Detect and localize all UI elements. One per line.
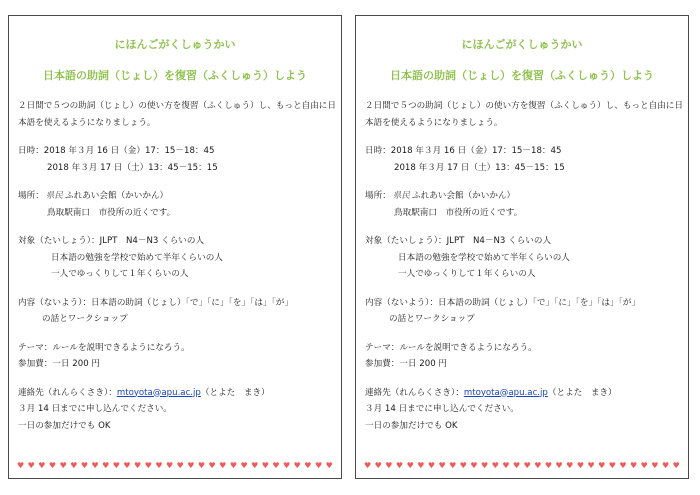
- heart-icon: ♥: [619, 461, 627, 470]
- flyer-body: [18, 98, 335, 434]
- heart-icon: ♥: [523, 461, 531, 470]
- place-handwritten: 県民: [392, 191, 410, 201]
- fee-line: 参加費：一日 200 円: [365, 359, 448, 369]
- flyer-title-line1: にほんごがくしゅうかい: [461, 38, 583, 51]
- heart-icon: ♥: [134, 461, 142, 470]
- heart-icon: ♥: [240, 461, 248, 470]
- place-line: [365, 188, 682, 205]
- heart-icon: ♥: [27, 461, 35, 470]
- heart-icon: ♥: [459, 461, 467, 470]
- theme-line: テーマ：ルールを説明できるようになろう。: [18, 342, 190, 353]
- place-handwritten: 県民: [45, 191, 63, 201]
- content-line-2: の話とワークショップ: [389, 314, 475, 324]
- intro-line-2: 本語を使えるようになりましょう。: [18, 117, 156, 128]
- flyer-title-line2: 日本語の助詞（じょし）を復習（ふくしゅう）しよう: [390, 69, 654, 82]
- heart-icon: ♥: [417, 461, 425, 470]
- heart-border: [17, 462, 333, 470]
- heart-icon: ♥: [17, 461, 25, 470]
- place-name: ふれあい会館（かいかん）: [412, 191, 516, 201]
- heart-icon: ♥: [123, 461, 131, 470]
- contact-email-link[interactable]: mtoyota@apu.ac.jp: [116, 387, 201, 398]
- heart-icon: ♥: [395, 461, 404, 470]
- intro-line-1: ２日間で５つの助詞（じょし）の使い方を復習（ふくしゅう）し、もっと自由に日: [365, 101, 683, 111]
- heart-icon: ♥: [640, 461, 648, 470]
- heart-icon: ♥: [325, 461, 333, 470]
- place-label: 場所：: [18, 191, 44, 201]
- deadline-line: ３月 14 日までに申し込んでください。: [18, 404, 172, 414]
- contact-name: （とよた まき）: [200, 387, 270, 398]
- date-line-1: 日時：2018 年３月 16 日（金）17：15－18：45: [18, 146, 215, 156]
- heart-icon: ♥: [70, 461, 78, 470]
- heart-icon: ♥: [48, 461, 57, 470]
- flyer-title-line2: 日本語の助詞（じょし）を復習（ふくしゅう）しよう: [43, 69, 307, 82]
- place-line: [18, 188, 335, 205]
- intro-line-1: ２日間で５つの助詞（じょし）の使い方を復習（ふくしゅう）し、もっと自由に日: [18, 101, 336, 111]
- heart-icon: ♥: [176, 461, 184, 470]
- heart-icon: ♥: [385, 461, 393, 470]
- heart-icon: ♥: [272, 461, 280, 470]
- heart-icon: ♥: [112, 461, 120, 470]
- place-address: 鳥取駅南口 市役所の近くです。: [47, 207, 176, 218]
- heart-icon: ♥: [661, 461, 670, 470]
- heart-icon: ♥: [187, 461, 195, 470]
- heart-icon: ♥: [502, 461, 510, 470]
- heart-icon: ♥: [630, 461, 638, 470]
- target-line-3: 一人でゆっくりして１年くらいの人: [398, 269, 536, 279]
- heart-icon: ♥: [364, 461, 372, 470]
- date-line-2: 2018 年３月 17 日（土）13：45－15：15: [394, 162, 565, 173]
- heart-icon: ♥: [374, 461, 382, 470]
- contact-label: 連絡先（れんらくさき）：: [365, 387, 464, 398]
- contact-name: （とよた まき）: [547, 387, 617, 398]
- fee-line: 参加費：一日 200 円: [18, 359, 101, 369]
- theme-line: テーマ：ルールを説明できるようになろう。: [365, 342, 537, 353]
- heart-border: [364, 462, 680, 470]
- heart-icon: ♥: [165, 461, 174, 470]
- heart-icon: ♥: [555, 461, 563, 470]
- heart-icon: ♥: [598, 461, 606, 470]
- heart-icon: ♥: [293, 461, 301, 470]
- one-day-ok-line: 一日の参加だけでも OK: [18, 420, 111, 431]
- place-name: ふれあい会館（かいかん）: [65, 191, 169, 201]
- heart-icon: ♥: [608, 461, 616, 470]
- heart-icon: ♥: [229, 461, 237, 470]
- heart-icon: ♥: [59, 461, 67, 470]
- heart-icon: ♥: [512, 461, 521, 470]
- target-line-2: 日本語の勉強を学校で始めて半年くらいの人: [51, 252, 223, 263]
- place-address: 鳥取駅南口 市役所の近くです。: [394, 207, 523, 218]
- heart-icon: ♥: [651, 461, 659, 470]
- heart-icon: ♥: [251, 461, 259, 470]
- heart-icon: ♥: [219, 461, 227, 470]
- heart-icon: ♥: [91, 461, 99, 470]
- contact-label: 連絡先（れんらくさき）：: [18, 387, 117, 398]
- heart-icon: ♥: [438, 461, 446, 470]
- content-line-1: 内容（ないよう）：日本語の助詞（じょし）「で」「に」「を」「は」「が」: [365, 297, 640, 308]
- flyer-right: [355, 15, 689, 479]
- target-line-1: 対象（たいしょう）：JLPT N4－N3 くらいの人: [365, 236, 552, 246]
- heart-icon: ♥: [481, 461, 489, 470]
- one-day-ok-line: 一日の参加だけでも OK: [365, 420, 458, 431]
- heart-icon: ♥: [427, 461, 436, 470]
- heart-icon: ♥: [144, 461, 152, 470]
- heart-icon: ♥: [470, 461, 478, 470]
- target-line-1: 対象（たいしょう）：JLPT N4－N3 くらいの人: [18, 236, 205, 246]
- flyer-body: [365, 98, 682, 434]
- target-line-3: 一人でゆっくりして１年くらいの人: [51, 269, 189, 279]
- heart-icon: ♥: [566, 461, 574, 470]
- content-line-2: の話とワークショップ: [42, 314, 128, 324]
- target-line-2: 日本語の勉強を学校で始めて半年くらいの人: [398, 252, 570, 263]
- content-line-1: 内容（ないよう）：日本語の助詞（じょし）「で」「に」「を」「は」「が」: [18, 297, 293, 308]
- heart-icon: ♥: [208, 461, 216, 470]
- heart-icon: ♥: [314, 461, 323, 470]
- heart-icon: ♥: [304, 461, 312, 470]
- heart-icon: ♥: [534, 461, 542, 470]
- heart-icon: ♥: [80, 461, 89, 470]
- place-label: 場所：: [365, 191, 391, 201]
- deadline-line: ３月 14 日までに申し込んでください。: [365, 404, 519, 414]
- contact-line: [365, 385, 682, 402]
- heart-icon: ♥: [672, 461, 680, 470]
- intro-line-2: 本語を使えるようになりましょう。: [365, 117, 503, 128]
- heart-icon: ♥: [576, 461, 584, 470]
- heart-icon: ♥: [197, 461, 206, 470]
- heart-icon: ♥: [102, 461, 110, 470]
- heart-icon: ♥: [155, 461, 163, 470]
- heart-icon: ♥: [283, 461, 291, 470]
- flyer-title-line1: にほんごがくしゅうかい: [114, 38, 236, 51]
- date-line-2: 2018 年３月 17 日（土）13：45－15：15: [47, 162, 218, 173]
- heart-icon: ♥: [261, 461, 269, 470]
- heart-icon: ♥: [491, 461, 499, 470]
- contact-email-link[interactable]: mtoyota@apu.ac.jp: [463, 387, 548, 398]
- flyer-left: [8, 15, 342, 479]
- contact-line: [18, 385, 335, 402]
- heart-icon: ♥: [449, 461, 457, 470]
- heart-icon: ♥: [544, 461, 553, 470]
- heart-icon: ♥: [38, 461, 46, 470]
- heart-icon: ♥: [406, 461, 414, 470]
- date-line-1: 日時：2018 年３月 16 日（金）17：15－18：45: [365, 146, 562, 156]
- heart-icon: ♥: [587, 461, 595, 470]
